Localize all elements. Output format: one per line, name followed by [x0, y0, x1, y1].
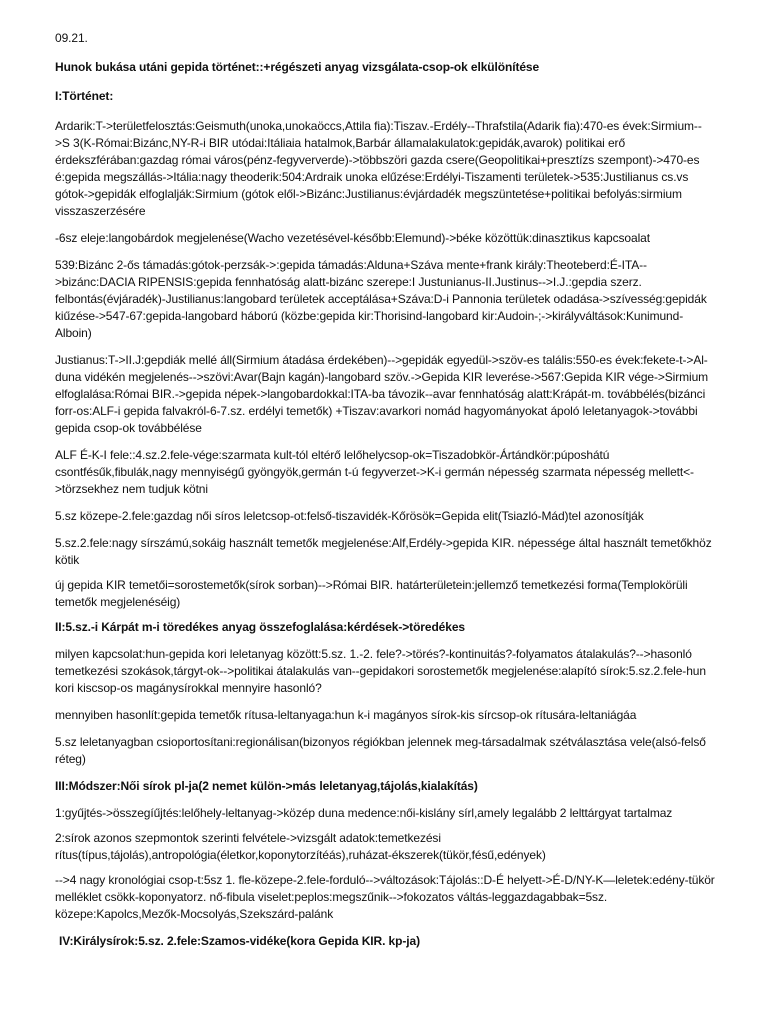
- paragraph-justinianus: Justianus:T->II.J:gepdiák mellé áll(Sirmium átadása érdekében)-->gepidák egyedül->szöv-es talális:550-es évek:fekete-t->Al-duna vidékén megjelenés-->szövi:Avar(Bajn kagán)-langobard szöv.->Gepida KIR leverése->567:Gepida KIR vége->Sirmium elfoglalása:Római BIR.->gepida népek->langobardokkal:ITA-ba távozik--avar fennhatóság alatt:Krápát-m. továbbélés(bizánci forr-os:ALF-i gepida falvakról-6-7.sz. erdélyi temetők) +Tiszav:avarkori nomád hagyományokat ápoló leletanyagok->további gepida csop-ok továbbélése: [55, 353, 709, 435]
- section-heading-royal-graves: IV:Királysírok:5.sz. 2.fele:Szamos-vidéke(kora Gepida KIR. kp-ja): [59, 934, 420, 948]
- paragraph-row-cemeteries: új gepida KIR temetői=sorostemetők(sírok sorban)-->Római BIR. határterületein:jellemző temetkezési forma(Templokörüli temetők megjelenéséig): [55, 578, 688, 609]
- paragraph-connection-question: milyen kapcsolat:hun-gepida kori leletanyag között:5.sz. 1.-2. fele?->törés?-kontinuitás?-folyamatos átalakulás?-->hasonló temetkezési szokások,tárgyt-ok-->politikai átalakulás van--gepidakori sorostemetők megjelenése:alapító sírok:5.sz.2.fele-hun kori kiscsop-os magánysírokkal mennyire hasonló?: [55, 647, 706, 695]
- paragraph-ardarik: Ardarik:T->területfelosztás:Geismuth(unoka,unokaöccs,Attila fia):Tiszav.-Erdély--Thrafstila(Adarik fia):470-es évek:Sirmium-->S 3(K-Római:Bizánc,NY-R-i BIR utódai:Itáliaia hatalmok,Barbár államalakulatok:gepidák,avarok) politikai erő érdekszférában:gazdag római város(pénz-fegyververde)->többszöri gazda csere(Geopolitikai+presztízs szempont)->470-es é:gepida megszállás->Itália:nagy theoderik:504:Ardraik unoka elűzése:Erdélyi-Tiszamenti területek->535:Justilianus cs.vs gótok->gepidák elfoglalják:Sirmium (gótok elől->Bizánc:Justilianus:évjárdadék megszüntetése+politikai befolyás:sirmium visszaszerzésére: [55, 119, 702, 218]
- paragraph-539: 539:Bizánc 2-ős támadás:gótok-perzsák->:gepida támadás:Alduna+Száva mente+frank király:Theoteberd:É-ITA-->bizánc:DACIA RIPENSIS:gepida fennhatóság alatt-bizánc szerepe:I Justunianus-II.Justinus-->I.J.:gepdia szerz. felbontás(évjáradék)-Justilianus:langobard területek acceptálása+Száva:D-i Pannonia területek odadása->szívesség:gepidák kiűzése->547-67:gepida-langobard háború (közbe:gepida kir:Thorisind-langobard kir:Audoin-;->királyváltások:Kunimund-Alboin): [55, 258, 707, 340]
- document-date: 09.21.: [55, 31, 88, 45]
- paragraph-similarity-question: mennyiben hasonlít:gepida temetők rítusa-leltanyaga:hun k-i magányos sírok-kis sírcsop-ok rítusára-leltaniágáa: [55, 708, 637, 722]
- paragraph-chronology: -->4 nagy kronológiai csop-t:5sz 1. fle-közepe-2.fele-forduló-->változások:Tájolás::D-É helyett->É-D/NY-K—leletek:edény-tükör melléklet csökk-koponyatorz. nő-fibula viselet:peplos:megszűnik-->fokozatos váltás-leggazdagabbak=5sz. közepe:Kapolcs,Mezők-Mocsolyás,Szekszárd-palánk: [55, 873, 715, 921]
- paragraph-regional-grouping: 5.sz leletanyagban csioportosítani:regionálisan(bizonyos régiókban jelennek meg-társadalmak szétválasztása vele(alsó-felső réteg): [55, 735, 706, 766]
- paragraph-5sz-second-half: 5.sz.2.fele:nagy sírszámú,sokáig használt temetők megjelenése:Alf,Erdély->gepida KIR. népessége által használt temetőkhöz kötik: [55, 536, 712, 567]
- paragraph-method-1: 1:gyűjtés->összegíűjtés:lelőhely-leltanyag->közép duna medence:női-kislány sírl,amely legalább 2 lelttárgyat tartalmaz: [55, 806, 673, 820]
- paragraph-alf: ALF É-K-I fele::4.sz.2.fele-vége:szarmata kult-tól eltérő lelőhelycsop-ok=Tiszadobkör-Ártándkör:púposhátú csontfésűk,fibulák,nagy mennyiségű gyöngyök,germán t-ú fegyverzet->K-i germán népesség szarmata népesség mellett<->törzsekhez nem tudjuk kötni: [55, 448, 694, 496]
- paragraph-5sz-middle: 5.sz közepe-2.fele:gazdag női síros leletcsop-ot:felső-tiszavidék-Kőrösök=Gepida elit(Tsiazló-Mád)tel azonosítják: [55, 509, 644, 523]
- section-heading-method: III:Módszer:Női sírok pl-ja(2 nemet külön->más leletanyag,tájolás,kialakítás): [55, 779, 478, 793]
- document-title: Hunok bukása utáni gepida történet::+régészeti anyag vizsgálata-csop-ok elkülönítése: [55, 60, 540, 74]
- section-heading-history: I:Történet:: [55, 89, 114, 103]
- paragraph-langobards: -6sz eleje:langobárdok megjelenése(Wacho vezetésével-később:Elemund)->béke közöttük:dinasztikus kapcsoalat: [55, 231, 650, 245]
- paragraph-method-2: 2:sírok azonos szepmontok szerinti felvétele->vizsgált adatok:temetkezési rítus(típus,tájolás),antropológia(életkor,koponytorzítéás),ruházat-ékszerek(tükör,fésű,edények): [55, 831, 546, 862]
- document-page: [55, 30, 715, 961]
- section-heading-fragments: II:5.sz.-i Kárpát m-i töredékes anyag összefoglalása:kérdések->töredékes: [55, 620, 465, 634]
